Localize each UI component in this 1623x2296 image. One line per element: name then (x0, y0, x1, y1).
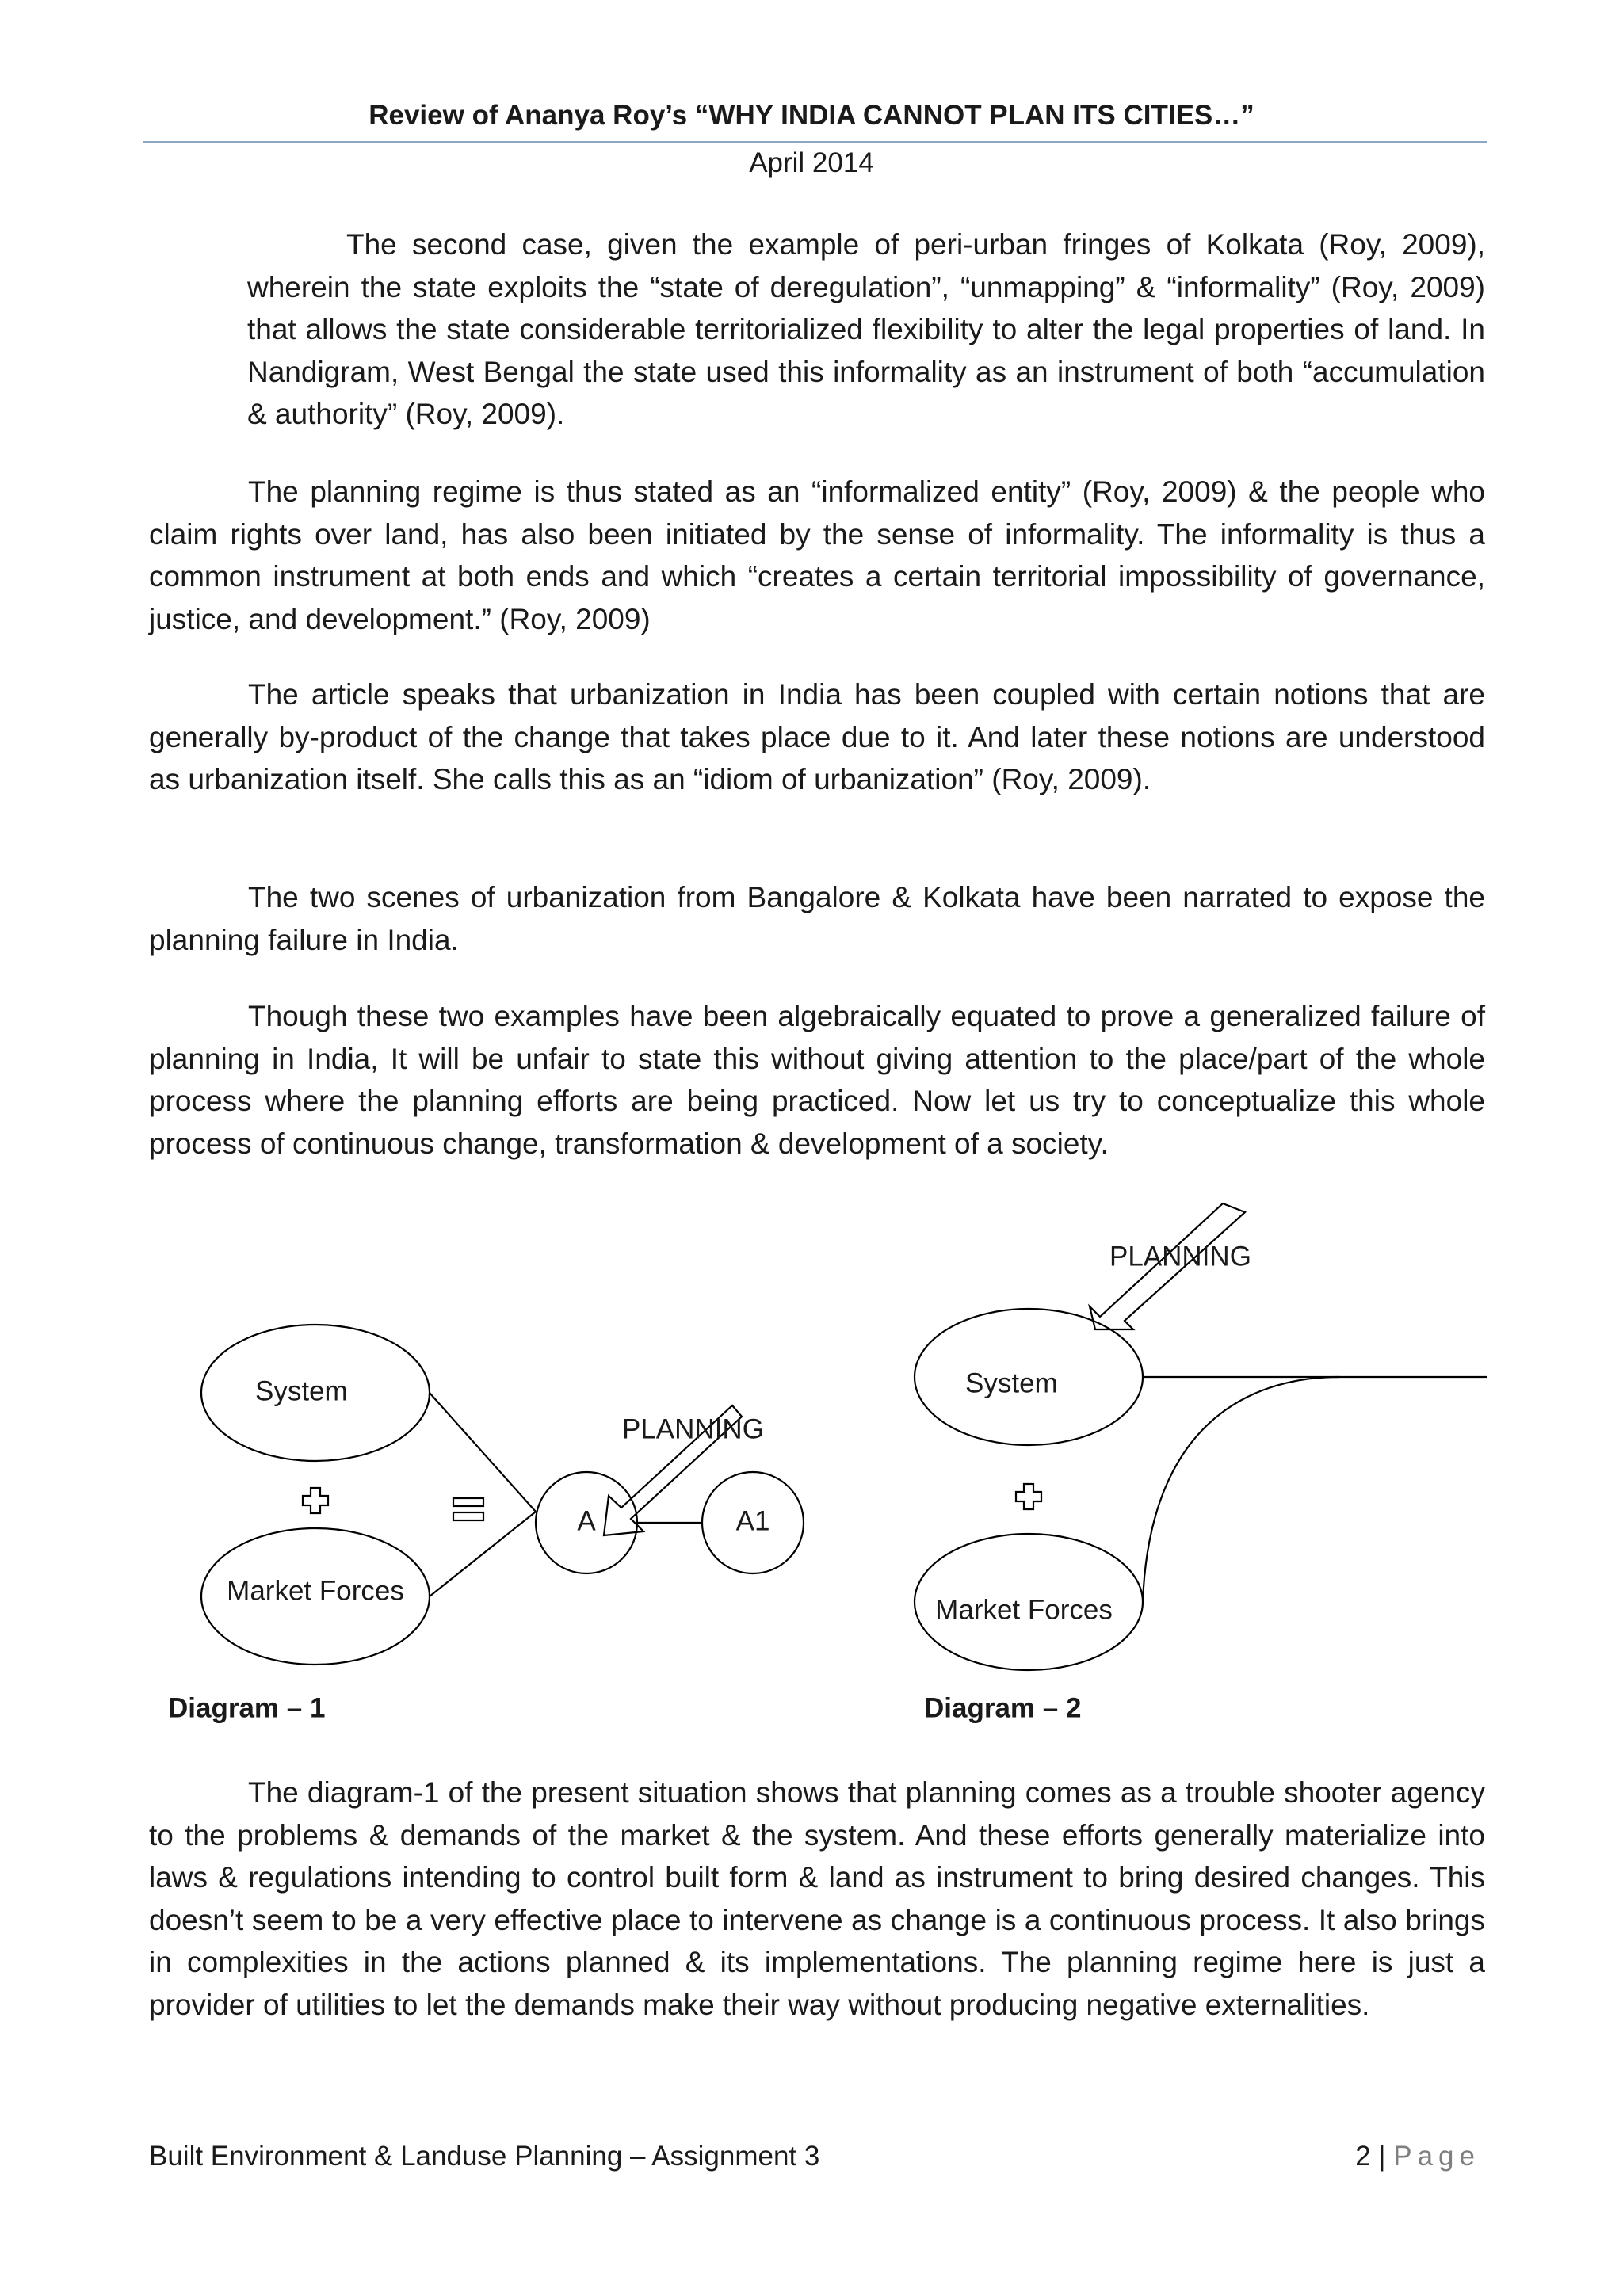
page-number: 2 (1355, 2141, 1371, 2172)
paragraph-6: The diagram-1 of the present situation shows that planning comes as a trouble shooter agency to the problems & demands of the market & the system. And these efforts generally materialize into laws & regulations intending to control built form & land as instrument to bring desired changes. This doesn’t seem to be a very effective place to intervene as change is a continuous process. It also brings in complexities in the actions planned & its implementations. The planning regime here is just a provider of utilities to let the demands make their way without producing negative externalities. (149, 1776, 1485, 2021)
diagram1-equals-icon-top (453, 1498, 483, 1506)
paragraph-5: Though these two examples have been algebraically equated to prove a generalized failure of planning in India, It will be unfair to state this without giving attention to the place/part of the whole process where the planning efforts are being practiced. Now let us try to conceptualize this whole process of continuous change, transformation & development of a society. (149, 1000, 1485, 1160)
diagram1-plus-icon (303, 1488, 328, 1513)
footer-course-title: Built Environment & Landuse Planning – Assignment 3 (149, 2141, 820, 2172)
diagram1-planning-label: PLANNING (622, 1413, 764, 1445)
page-label: Page (1393, 2141, 1480, 2172)
diagram1-market-label: Market Forces (227, 1575, 404, 1607)
diagram2-caption: Diagram – 2 (924, 1692, 1082, 1724)
paragraph-3: The article speaks that urbanization in India has been coupled with certain notions that are generally by-product of the change that takes place due to it. And later these notions are understood as urbanization itself. She calls this as an “idiom of urbanization” (Roy, 2009). (149, 678, 1485, 796)
diagram2-planning-label: PLANNING (1109, 1241, 1251, 1272)
footer-page-indicator (1355, 2141, 1480, 2172)
diagram1-caption: Diagram – 1 (168, 1692, 326, 1724)
diagram1-node-a-label: A (577, 1505, 596, 1537)
diagram1-equals-icon-bottom (453, 1512, 483, 1520)
diagram1-market-connector (430, 1512, 536, 1596)
page-separator: | (1378, 2141, 1386, 2172)
diagram1-node-a1-label: A1 (735, 1505, 770, 1537)
paragraph-1: The second case, given the example of peri-urban fringes of Kolkata (Roy, 2009), wherein the state exploits the “state of deregulation”, “unmapping” & “informality” (Roy, 2009) that allows the state considerable territorialized flexibility to alter the legal properties of land. In Nandigram, West Bengal the state used this informality as an instrument of both “accumulation & authority” (Roy, 2009). (247, 228, 1485, 431)
running-header-title: Review of Ananya Roy’s “WHY INDIA CANNOT PLAN ITS CITIES…” (369, 100, 1254, 131)
header-date: April 2014 (749, 147, 874, 178)
diagram2-market-curve (1143, 1377, 1339, 1602)
diagram2-system-label: System (965, 1367, 1058, 1399)
diagram1-system-label: System (255, 1375, 348, 1407)
paragraph-2: The planning regime is thus stated as an “informalized entity” (Roy, 2009) & the people who claim rights over land, has also been initiated by the sense of informality. The informality is thus a common instrument at both ends and which “creates a certain territorial impossibility of governance, justice, and development.” (Roy, 2009) (149, 475, 1485, 635)
paragraph-4: The two scenes of urbanization from Bangalore & Kolkata have been narrated to expose the planning failure in India. (149, 881, 1485, 956)
diagram2-market-label: Market Forces (935, 1594, 1113, 1626)
diagram2-plus-icon (1016, 1484, 1041, 1509)
diagram1-system-connector (430, 1393, 536, 1512)
